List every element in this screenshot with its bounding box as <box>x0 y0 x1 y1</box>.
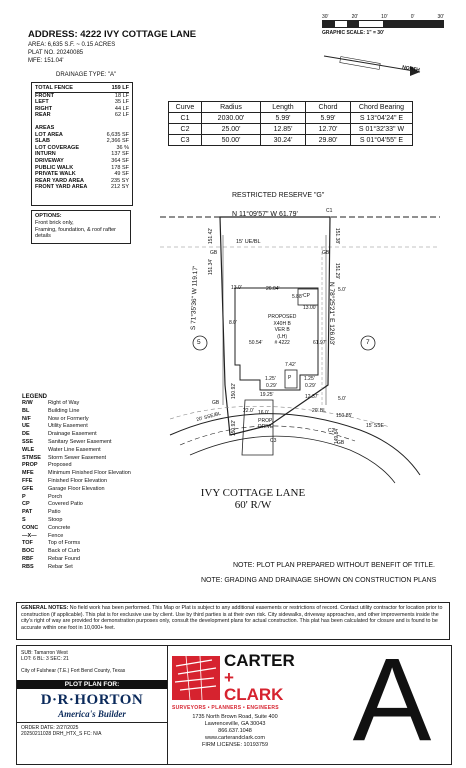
lot-number-right: 7 <box>366 339 370 346</box>
legend-row <box>22 540 182 548</box>
legend-row <box>22 416 182 424</box>
scale-tick: 0' <box>410 14 415 20</box>
grading-note: NOTE: GRADING AND DRAINAGE SHOWN ON CONSTRUCTION PLANS <box>201 577 437 584</box>
legend-desc: Sanitary Sewer Easement <box>48 438 112 445</box>
address-label: ADDRESS: <box>28 29 78 40</box>
dimension-label: 151.34' <box>208 258 215 276</box>
prop-drive-label <box>258 418 273 430</box>
house-line: X40H B <box>273 320 291 327</box>
legend-row <box>22 455 182 463</box>
curve-header-cell: Chord <box>306 102 351 113</box>
fence-label: FRONT <box>35 92 54 99</box>
fence-row <box>35 112 129 119</box>
legend-abbr: BOC <box>22 548 35 555</box>
dimension-label: 1.25' <box>265 376 276 382</box>
area-row <box>35 145 129 152</box>
builder-tagline: America's Builder <box>58 709 126 719</box>
legend-row <box>22 400 182 408</box>
legend-desc: Storm Sewer Easement <box>48 454 107 461</box>
legend-row <box>22 564 182 572</box>
curve-cell: 2030.00' <box>202 113 261 124</box>
fence-label: REAR <box>35 112 51 119</box>
graphic-scale <box>322 14 444 36</box>
order-info <box>17 722 167 739</box>
dimension-label: 5.0' <box>338 287 346 293</box>
restricted-reserve-label: RESTRICTED RESERVE "G" <box>232 192 325 199</box>
dimension-label: 149.84' <box>334 427 341 445</box>
dimension-label: GB <box>212 400 220 406</box>
dimension-label: 15' SSE <box>366 423 384 429</box>
legend-row <box>22 556 182 564</box>
company-services: SURVEYORS • PLANNERS • ENGINEERS <box>172 705 279 711</box>
general-notes-text: No field work has been performed. This Map or Plat is subject to any additional easements or restrictions of record. Contact utility contractor for location prior to construction (if applicable). This plat is for exclusive use by client. Use by third parties is at their own risk. City sidewalks, driveway approaches, and other improvements inside the city's right of way are provided for demonstration purposes only, consult the development plans for actual construction. This plat has been calculated for closure and is found to be accurate within one foot in 10,000+ feet. <box>21 605 443 631</box>
curve-row <box>169 124 413 135</box>
company-license: FIRM LICENSE: 10193759 <box>201 742 269 748</box>
order-number: 20250211028 DRH_HTX_S FC: N/A <box>21 731 102 737</box>
legend-abbr: R/W <box>22 400 33 406</box>
area-value: 137 SF <box>111 151 129 158</box>
right-bearing: N 78°25'21" E 126.03' <box>328 282 335 346</box>
fence-label: RIGHT <box>35 105 53 112</box>
legend-abbr: TOF <box>22 540 33 547</box>
legend-abbr: —X— <box>22 532 37 539</box>
legend-desc: Garage Floor Elevation <box>48 485 105 492</box>
dimension-label: 16.0' <box>258 410 269 416</box>
legend-abbr: RBF <box>22 555 34 562</box>
company-name-bottom: + CLARK <box>223 668 284 704</box>
fence-value: 159 LF <box>111 85 129 91</box>
legend-abbr: FFE <box>22 477 33 484</box>
curve-label: C2 <box>328 428 335 434</box>
prop-drive-line: PROP. <box>258 418 274 424</box>
legend-desc: Rebar Found <box>48 555 81 562</box>
porch-label: P <box>288 375 292 381</box>
curve-cell: 50.00' <box>202 135 261 146</box>
area-value: 178 SF <box>111 164 129 171</box>
legend-abbr: SSE <box>22 438 34 445</box>
area-label: LOT COVERAGE <box>35 144 80 151</box>
dimension-label: 19.25' <box>260 392 274 398</box>
area-row <box>35 178 129 185</box>
plot-plan-drawing <box>150 205 450 485</box>
options-box <box>31 210 131 244</box>
dimension-label: 151.42' <box>208 227 215 245</box>
company-logo <box>172 652 298 703</box>
footer-left-panel <box>16 645 168 765</box>
legend-abbr: PAT <box>22 509 33 516</box>
builder-name: D·R·HORTON <box>40 692 144 708</box>
legend-desc: Covered Patio <box>48 501 83 508</box>
dimension-label: 61.97' <box>313 340 327 346</box>
curve-cell: S 01°32'33" W <box>351 124 413 135</box>
dimension-label: 150.92' <box>231 419 238 437</box>
north-label: NORTH <box>401 64 421 74</box>
left-bearing: S 71°35'36" W 119.17' <box>190 265 200 331</box>
dimension-label: 12.37' <box>305 394 319 400</box>
title-note: NOTE: PLOT PLAN PREPARED WITHOUT BENEFIT OF TITLE. <box>233 562 435 569</box>
sub-text: SUB: Tamarron West <box>21 650 68 656</box>
legend-row <box>22 447 182 455</box>
legend-abbr: CONC <box>22 524 39 531</box>
legend-row <box>22 439 182 447</box>
curve-header-cell: Radius <box>202 102 261 113</box>
legend-abbr: UE <box>22 423 30 430</box>
fence-label: LEFT <box>35 99 49 106</box>
legend-abbr: CP <box>22 501 30 508</box>
options-line: Framing, foundation, & roof rafter details <box>35 226 117 240</box>
plat-no: PLAT NO. 20240085 <box>28 50 84 56</box>
curve-cell: C3 <box>169 135 202 146</box>
legend-row <box>22 408 182 416</box>
scale-bar <box>322 20 444 28</box>
legend-desc: Top of Forms <box>48 540 81 547</box>
legend-desc: Now or Formerly <box>48 415 89 422</box>
address-value: 4222 IVY COTTAGE LANE <box>80 29 197 40</box>
options-title: OPTIONS: <box>35 213 62 219</box>
company-phone: 866.637.1048 <box>218 728 252 734</box>
curve-header-cell: Curve <box>169 102 202 113</box>
legend-abbr: S <box>22 516 26 523</box>
dimension-label: 50.54' <box>249 340 263 346</box>
legend-abbr: BL <box>22 407 30 414</box>
fence-total-row <box>35 85 129 93</box>
area-row <box>35 151 129 158</box>
area-value: 36 % <box>116 144 129 151</box>
scale-tick: 10' <box>381 14 388 20</box>
legend-row <box>22 548 182 556</box>
area-label: FRONT YARD AREA <box>35 184 88 191</box>
curve-cell: 5.99' <box>306 113 351 124</box>
legend-desc: Right of Way <box>48 400 80 406</box>
curve-label: C3 <box>270 438 277 444</box>
street-name: IVY COTTAGE LANE <box>200 487 306 499</box>
fence-value: 35 LF <box>114 99 129 106</box>
dimension-label: 22.0' <box>243 408 254 414</box>
legend-abbr: PROP <box>22 462 38 469</box>
legend-title: LEGEND <box>22 394 48 400</box>
street-row: 60' R/W <box>234 499 272 511</box>
legend-abbr: RBS <box>22 563 34 570</box>
company-address1: 1735 North Brown Road, Suite 400 <box>192 714 278 720</box>
legend-abbr: STMSE <box>22 454 41 461</box>
area-label: PUBLIC WALK <box>35 164 74 171</box>
legend-abbr: N/F <box>22 415 31 422</box>
area-row <box>35 165 129 172</box>
legend-row <box>22 478 182 486</box>
options-line: Front brick only, <box>35 219 74 226</box>
legend <box>22 394 182 572</box>
legend-row <box>22 494 182 502</box>
legend-desc: Minimum Finished Floor Elevation <box>48 470 131 477</box>
legend-abbr: DE <box>22 431 30 438</box>
legend-row <box>22 517 182 525</box>
legend-abbr: WLE <box>22 446 35 453</box>
legend-desc: Finished Floor Elevation <box>48 477 108 484</box>
area-value: 364 SF <box>111 157 129 164</box>
dimension-label: 151.29' <box>334 262 341 280</box>
summary-box <box>31 82 133 206</box>
house-line: VER B <box>274 327 290 333</box>
legend-desc: Back of Curb <box>48 548 80 555</box>
rear-bearing: N 11°09'57" W 61.79' <box>232 211 298 218</box>
curve-row <box>169 135 413 146</box>
area-row <box>35 184 129 191</box>
curve-cell: 12.85' <box>261 124 306 135</box>
fence-row <box>35 93 129 100</box>
legend-desc: Stoop <box>48 516 63 523</box>
covered-patio-label: CP <box>303 293 310 299</box>
fence-label: TOTAL FENCE <box>35 85 73 91</box>
area-label: LOT AREA <box>35 131 63 138</box>
curve-cell: 5.99' <box>261 113 306 124</box>
area-label: SLAB <box>35 138 50 145</box>
legend-desc: Water Line Easement <box>48 446 101 453</box>
areas-title: AREAS <box>35 124 55 131</box>
legend-row <box>22 423 182 431</box>
house-label <box>268 314 296 347</box>
dimension-label: 5.0' <box>338 396 346 402</box>
company-name-top: CARTER <box>223 651 295 670</box>
dimension-label: GB <box>322 250 330 256</box>
fence-value: 44 LF <box>114 105 129 112</box>
area-value: 6,635 SF <box>106 131 129 138</box>
dimension-label: 0.29' <box>305 383 316 389</box>
area-label: INTURN <box>35 151 56 158</box>
house-line: (LH) <box>277 333 288 340</box>
legend-desc: Drainage Easement <box>48 431 97 438</box>
area-row <box>35 171 129 178</box>
legend-row <box>22 501 182 509</box>
legend-desc: Concrete <box>48 524 71 531</box>
curve-cell: C1 <box>169 113 202 124</box>
dimension-label: 13.0' <box>231 285 242 291</box>
curve-cell: S 13°04'24" E <box>351 113 413 124</box>
order-date: ORDER DATE: 2/27/2025 <box>21 725 79 731</box>
legend-desc: Fence <box>48 532 64 539</box>
legend-row <box>22 431 182 439</box>
dimension-label: 7.42' <box>285 362 296 368</box>
area-row <box>35 158 129 165</box>
area-label: DRIVEWAY <box>35 157 64 164</box>
dimension-label: 150.85' <box>336 413 353 419</box>
legend-row <box>22 525 182 533</box>
legend-desc: Patio <box>48 509 61 516</box>
area-value: 212 SY <box>110 184 129 191</box>
legend-desc: Proposed <box>48 462 72 469</box>
drainage-type: DRAINAGE TYPE: "A" <box>56 72 117 78</box>
legend-row <box>22 462 182 470</box>
area-value: 235 SY <box>110 177 129 184</box>
area-value: 2,366 SF <box>106 138 129 145</box>
scale-label: GRAPHIC SCALE: 1" = 30' <box>322 30 385 36</box>
area-row <box>35 132 129 139</box>
dimension-label: 150.92' <box>231 382 238 400</box>
street-label <box>168 487 338 511</box>
curve-cell: C2 <box>169 124 202 135</box>
dimension-label: 20' BL <box>312 408 327 414</box>
company-contact <box>172 714 298 749</box>
legend-abbr: MFE <box>22 470 34 477</box>
general-notes-title: GENERAL NOTES: <box>21 605 69 611</box>
plot-plan-for-banner: PLOT PLAN FOR: <box>17 680 167 689</box>
prop-drive-line: DRIVE <box>258 424 274 430</box>
curve-header-cell: Length <box>261 102 306 113</box>
company-block <box>172 652 298 749</box>
ue-bl-label: 15' UE/BL <box>236 239 261 245</box>
legend-desc: Porch <box>48 493 63 500</box>
curve-cell: 25.00' <box>202 124 261 135</box>
fence-value: 62 LF <box>114 112 129 119</box>
legend-abbr: P <box>22 493 26 500</box>
house-line: PROPOSED <box>268 314 297 320</box>
company-address2: Lawrenceville, GA 30043 <box>204 721 266 727</box>
curve-label: C1 <box>326 208 333 214</box>
dimension-label: GB <box>210 250 218 256</box>
curve-header-cell: Chord Bearing <box>351 102 413 113</box>
dimension-label: GB <box>337 440 345 446</box>
dimension-label: 26.04' <box>266 286 280 292</box>
curve-cell: 12.70' <box>306 124 351 135</box>
legend-row <box>22 470 182 478</box>
builder-logo <box>17 692 167 719</box>
house-line: # 4222 <box>274 340 290 346</box>
drainage-letter: A <box>352 634 432 766</box>
dimension-label: 13.00' <box>303 305 317 311</box>
area-label: REAR YARD AREA <box>35 177 85 184</box>
area-row <box>35 138 129 145</box>
legend-abbr: GFE <box>22 485 34 492</box>
curve-cell: 29.80' <box>306 135 351 146</box>
curve-cell: S 01°04'55" E <box>351 135 413 146</box>
map-logo-icon <box>172 656 220 700</box>
scale-tick: 20' <box>351 14 359 20</box>
city-text: City of Fulshear (T.E.) Fort Bend County, Texas <box>21 668 126 674</box>
legend-row <box>22 533 182 541</box>
company-web: www.carterandclark.com <box>205 735 265 741</box>
dimension-label: 8.0' <box>229 320 237 326</box>
curve-row <box>169 113 413 124</box>
scale-tick: 30' <box>437 14 444 20</box>
curve-table <box>168 101 413 146</box>
fence-row <box>35 106 129 113</box>
address-line <box>28 29 196 40</box>
area-label: PRIVATE WALK <box>35 171 76 178</box>
area-text: AREA: 6,635 S.F. ~ 0.15 ACRES <box>28 42 116 48</box>
legend-desc: Utility Easement <box>48 423 88 430</box>
legend-row <box>22 486 182 494</box>
dimension-label: 20' SSE/BL <box>195 410 222 424</box>
lot-number-left: 5 <box>197 339 201 346</box>
legend-desc: Rebar Set <box>48 563 73 570</box>
dimension-label: 5.88' <box>292 294 303 300</box>
legend-row <box>22 509 182 517</box>
scale-tick: 30' <box>322 14 329 20</box>
curve-table-header <box>169 102 413 113</box>
fence-value: 18 LF <box>114 92 129 99</box>
fence-row <box>35 99 129 106</box>
curve-cell: 30.24' <box>261 135 306 146</box>
mfe-text: MFE: 151.04' <box>28 58 64 64</box>
lot-text: LOT: 6 BL: 3 SEC: 21 <box>21 656 69 662</box>
legend-desc: Building Line <box>48 407 80 414</box>
area-value: 49 SF <box>114 171 129 178</box>
dimension-label: 151.38' <box>334 227 341 245</box>
dimension-label: 1.25' <box>304 376 315 382</box>
dimension-label: 0.29' <box>266 383 277 389</box>
